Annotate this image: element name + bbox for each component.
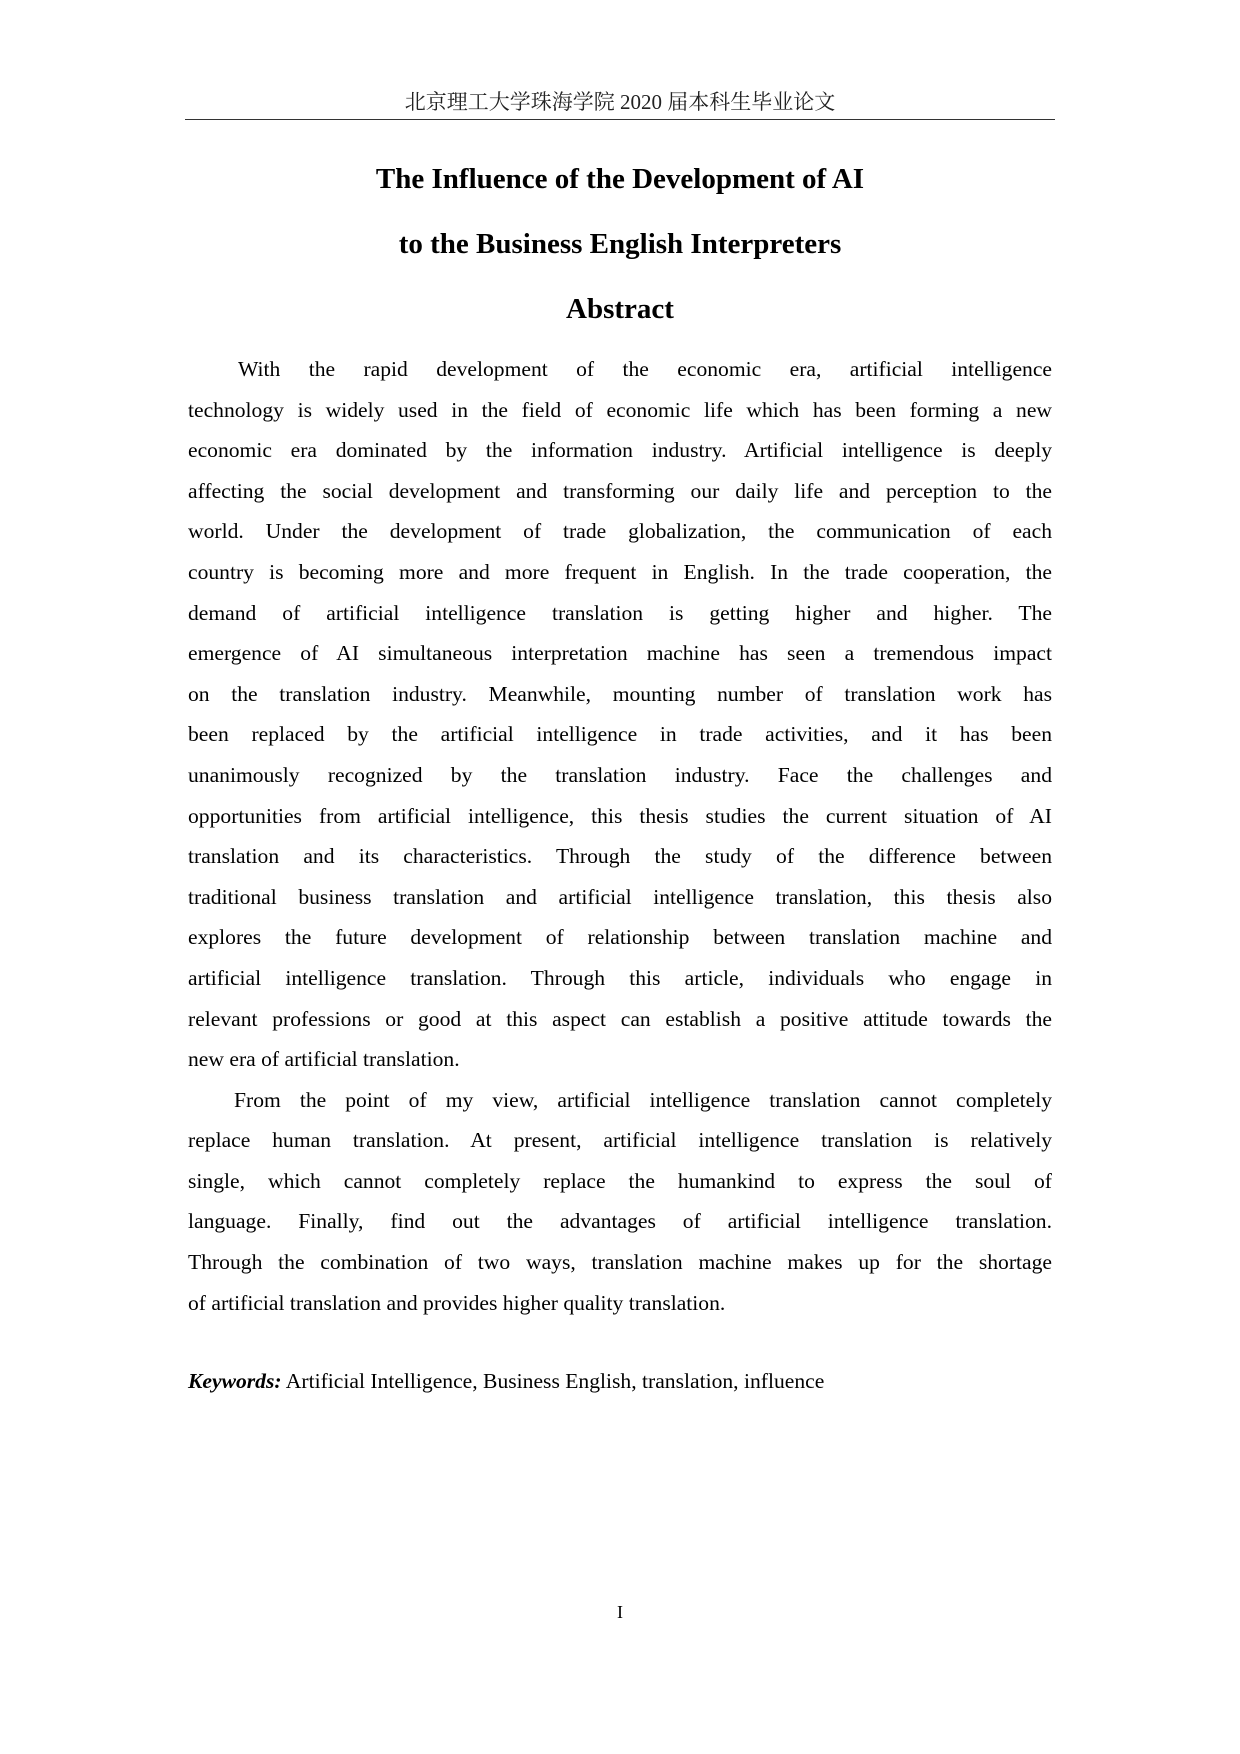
text-line: artificial intelligence translation. Through this article, individuals who engage in xyxy=(188,965,1052,990)
page-number: I xyxy=(617,1602,623,1622)
text-line: replace human translation. At present, artificial intelligence translation is relatively xyxy=(188,1128,1052,1153)
text-line: economic era dominated by the information industry. Artificial intelligence is deeply xyxy=(188,438,1052,463)
title-line-2: to the Business English Interpreters xyxy=(398,228,842,260)
text-line: technology is widely used in the field of economic life which has been forming a new xyxy=(188,397,1052,422)
text-line: translation and its characteristics. Through the study of the difference between xyxy=(188,844,1052,869)
text-line: country is becoming more and more frequent in English. In the trade cooperation, the xyxy=(188,559,1052,584)
abstract-paragraph xyxy=(188,349,1052,1080)
abstract-body xyxy=(188,349,1052,1323)
text-line: demand of artificial intelligence translation is getting higher and higher. The xyxy=(188,600,1052,625)
text-line: new era of artificial translation. xyxy=(188,1047,460,1072)
keywords-label: Keywords: xyxy=(188,1369,282,1393)
text-line: language. Finally, find out the advantages of artificial intelligence translation. xyxy=(188,1209,1052,1234)
text-line: emergence of AI simultaneous interpretation machine has seen a tremendous impact xyxy=(188,641,1052,666)
keywords-value: Artificial Intelligence, Business English, translation, influence xyxy=(285,1369,825,1393)
text-line: unanimously recognized by the translation industry. Face the challenges and xyxy=(188,762,1052,787)
text-line: With the rapid development of the economic era, artificial intelligence xyxy=(238,357,1052,381)
text-line: been replaced by the artificial intelligence in trade activities, and it has been xyxy=(188,722,1052,747)
text-line: on the translation industry. Meanwhile, mounting number of translation work has xyxy=(188,681,1052,706)
header-rule xyxy=(185,119,1055,120)
text-line: explores the future development of relationship between translation machine and xyxy=(188,925,1052,950)
keywords xyxy=(188,1364,824,1398)
text-line: single, which cannot completely replace the humankind to express the soul of xyxy=(188,1168,1052,1193)
text-line: From the point of my view, artificial intelligence translation cannot completely xyxy=(234,1087,1052,1112)
text-line: Through the combination of two ways, translation machine makes up for the shortage xyxy=(188,1250,1052,1275)
text-line: opportunities from artificial intelligence, this thesis studies the current situation of AI xyxy=(188,803,1052,828)
text-line: affecting the social development and transforming our daily life and perception to the xyxy=(188,478,1052,503)
title-line-1: The Influence of the Development of AI xyxy=(375,163,865,195)
text-line: traditional business translation and artificial intelligence translation, this thesis also xyxy=(188,884,1052,909)
abstract-heading: Abstract xyxy=(566,293,674,325)
abstract-paragraph xyxy=(188,1080,1052,1324)
text-line: relevant professions or good at this aspect can establish a positive attitude towards the xyxy=(188,1006,1052,1031)
text-line: world. Under the development of trade globalization, the communication of each xyxy=(188,519,1052,544)
running-header: 北京理工大学珠海学院 2020 届本科生毕业论文 xyxy=(404,90,836,114)
text-line: of artificial translation and provides higher quality translation. xyxy=(188,1290,726,1315)
